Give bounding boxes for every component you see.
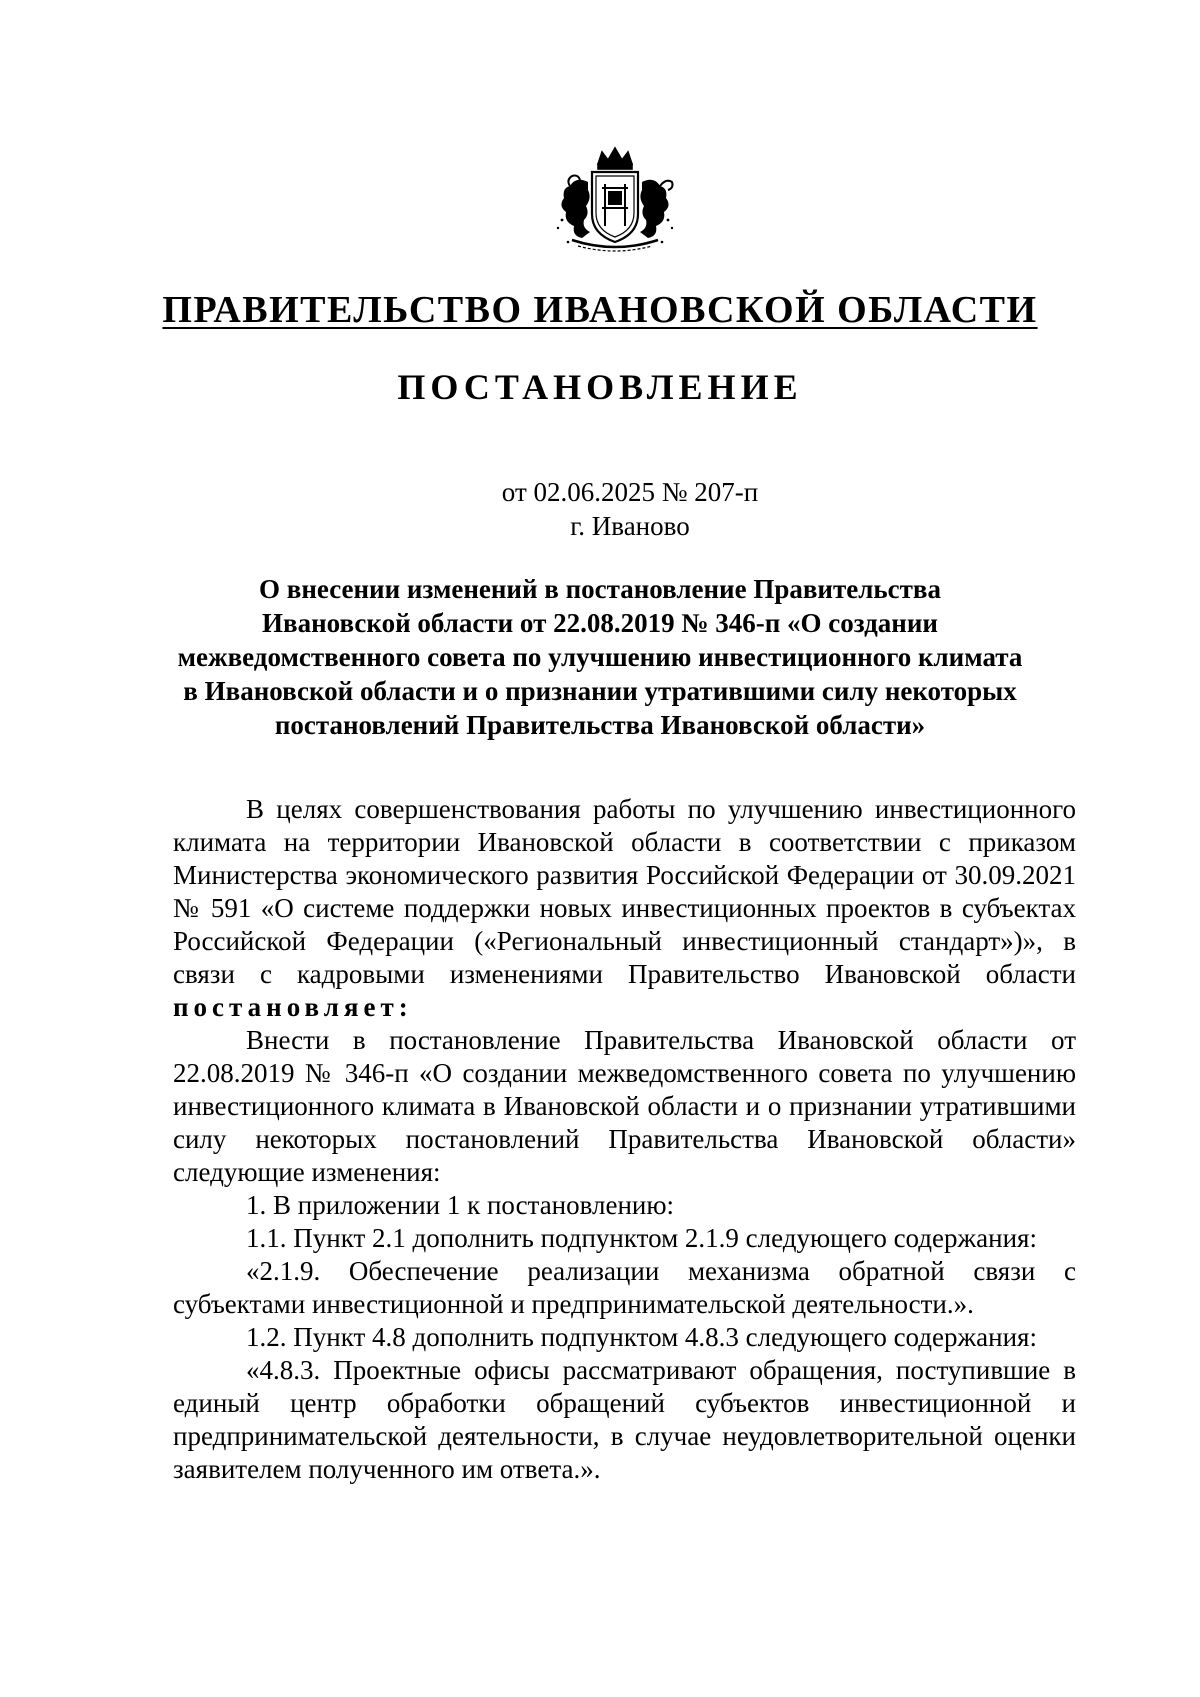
subject-line-5: постановлений Правительства Ивановской области» xyxy=(274,710,926,740)
subject-line-4: в Ивановской области и о признании утратившими силу некоторых xyxy=(183,676,1017,706)
paragraph-quote-4-8-3: «4.8.3. Проектные офисы рассматривают обращения, поступившие в единый центр обработки обращений субъектов инвестиционной и предпринимательской деятельности, в случае неудовлетворительной оценки заявителем полученного им ответа.». xyxy=(173,1355,1076,1484)
preamble-text: В целях совершенствования работы по улучшению инвестиционного климата на территории Ивановской области в соответствии с приказом Министерства экономического развития Российской Федерации от 30.09.2021 № 591 «О системе поддержки новых инвестиционных проектов в субъектах Российской Федерации («Региональный инвестиционный стандарт»)», в связи с кадровыми изменениями Правительство Ивановской области xyxy=(173,794,1076,989)
subject-line-1: О внесении изменений в постановление Правительства xyxy=(259,574,941,604)
subject-line-2: Ивановской области от 22.08.2019 № 346-п «О создании xyxy=(262,608,938,638)
government-title-text: ПРАВИТЕЛЬСТВО ИВАНОВСКОЙ ОБЛАСТИ xyxy=(162,289,1038,331)
paragraph-quote-2-1-9: «2.1.9. Обеспечение реализации механизма обратной связи с субъектами инвестиционной и предпринимательской деятельности.». xyxy=(173,1256,1076,1319)
paragraph-item-1: 1. В приложении 1 к постановлению: xyxy=(246,1190,675,1220)
paragraph-preamble xyxy=(173,793,1076,1024)
date-number: от 02.06.2025 № 207-п xyxy=(501,477,759,507)
document-meta xyxy=(0,475,1200,543)
paragraph-item-1-2: 1.2. Пункт 4.8 дополнить подпунктом 4.8.3 следующего содержания: xyxy=(246,1322,1037,1352)
ivanovo-coat-of-arms-icon xyxy=(548,142,682,254)
document-body xyxy=(173,793,1076,1486)
city: г. Иваново xyxy=(570,511,690,541)
paragraph-amend: Внести в постановление Правительства Ивановской области от 22.08.2019 № 346-п «О создании межведомственного совета по улучшению инвестиционного климата в Ивановской области и о признании утратившими силу некоторых постановлений Правительства Ивановской области» следующие изменения: xyxy=(173,1025,1076,1187)
document-type: ПОСТАНОВЛЕНИЕ xyxy=(397,367,803,407)
decree-word: постановляет: xyxy=(173,992,413,1022)
government-title xyxy=(0,288,1200,332)
document-subject xyxy=(160,572,1040,742)
subject-line-3: межведомственного совета по улучшению инвестиционного климата xyxy=(177,642,1023,672)
paragraph-item-1-1: 1.1. Пункт 2.1 дополнить подпунктом 2.1.9 следующего содержания: xyxy=(246,1223,1037,1253)
